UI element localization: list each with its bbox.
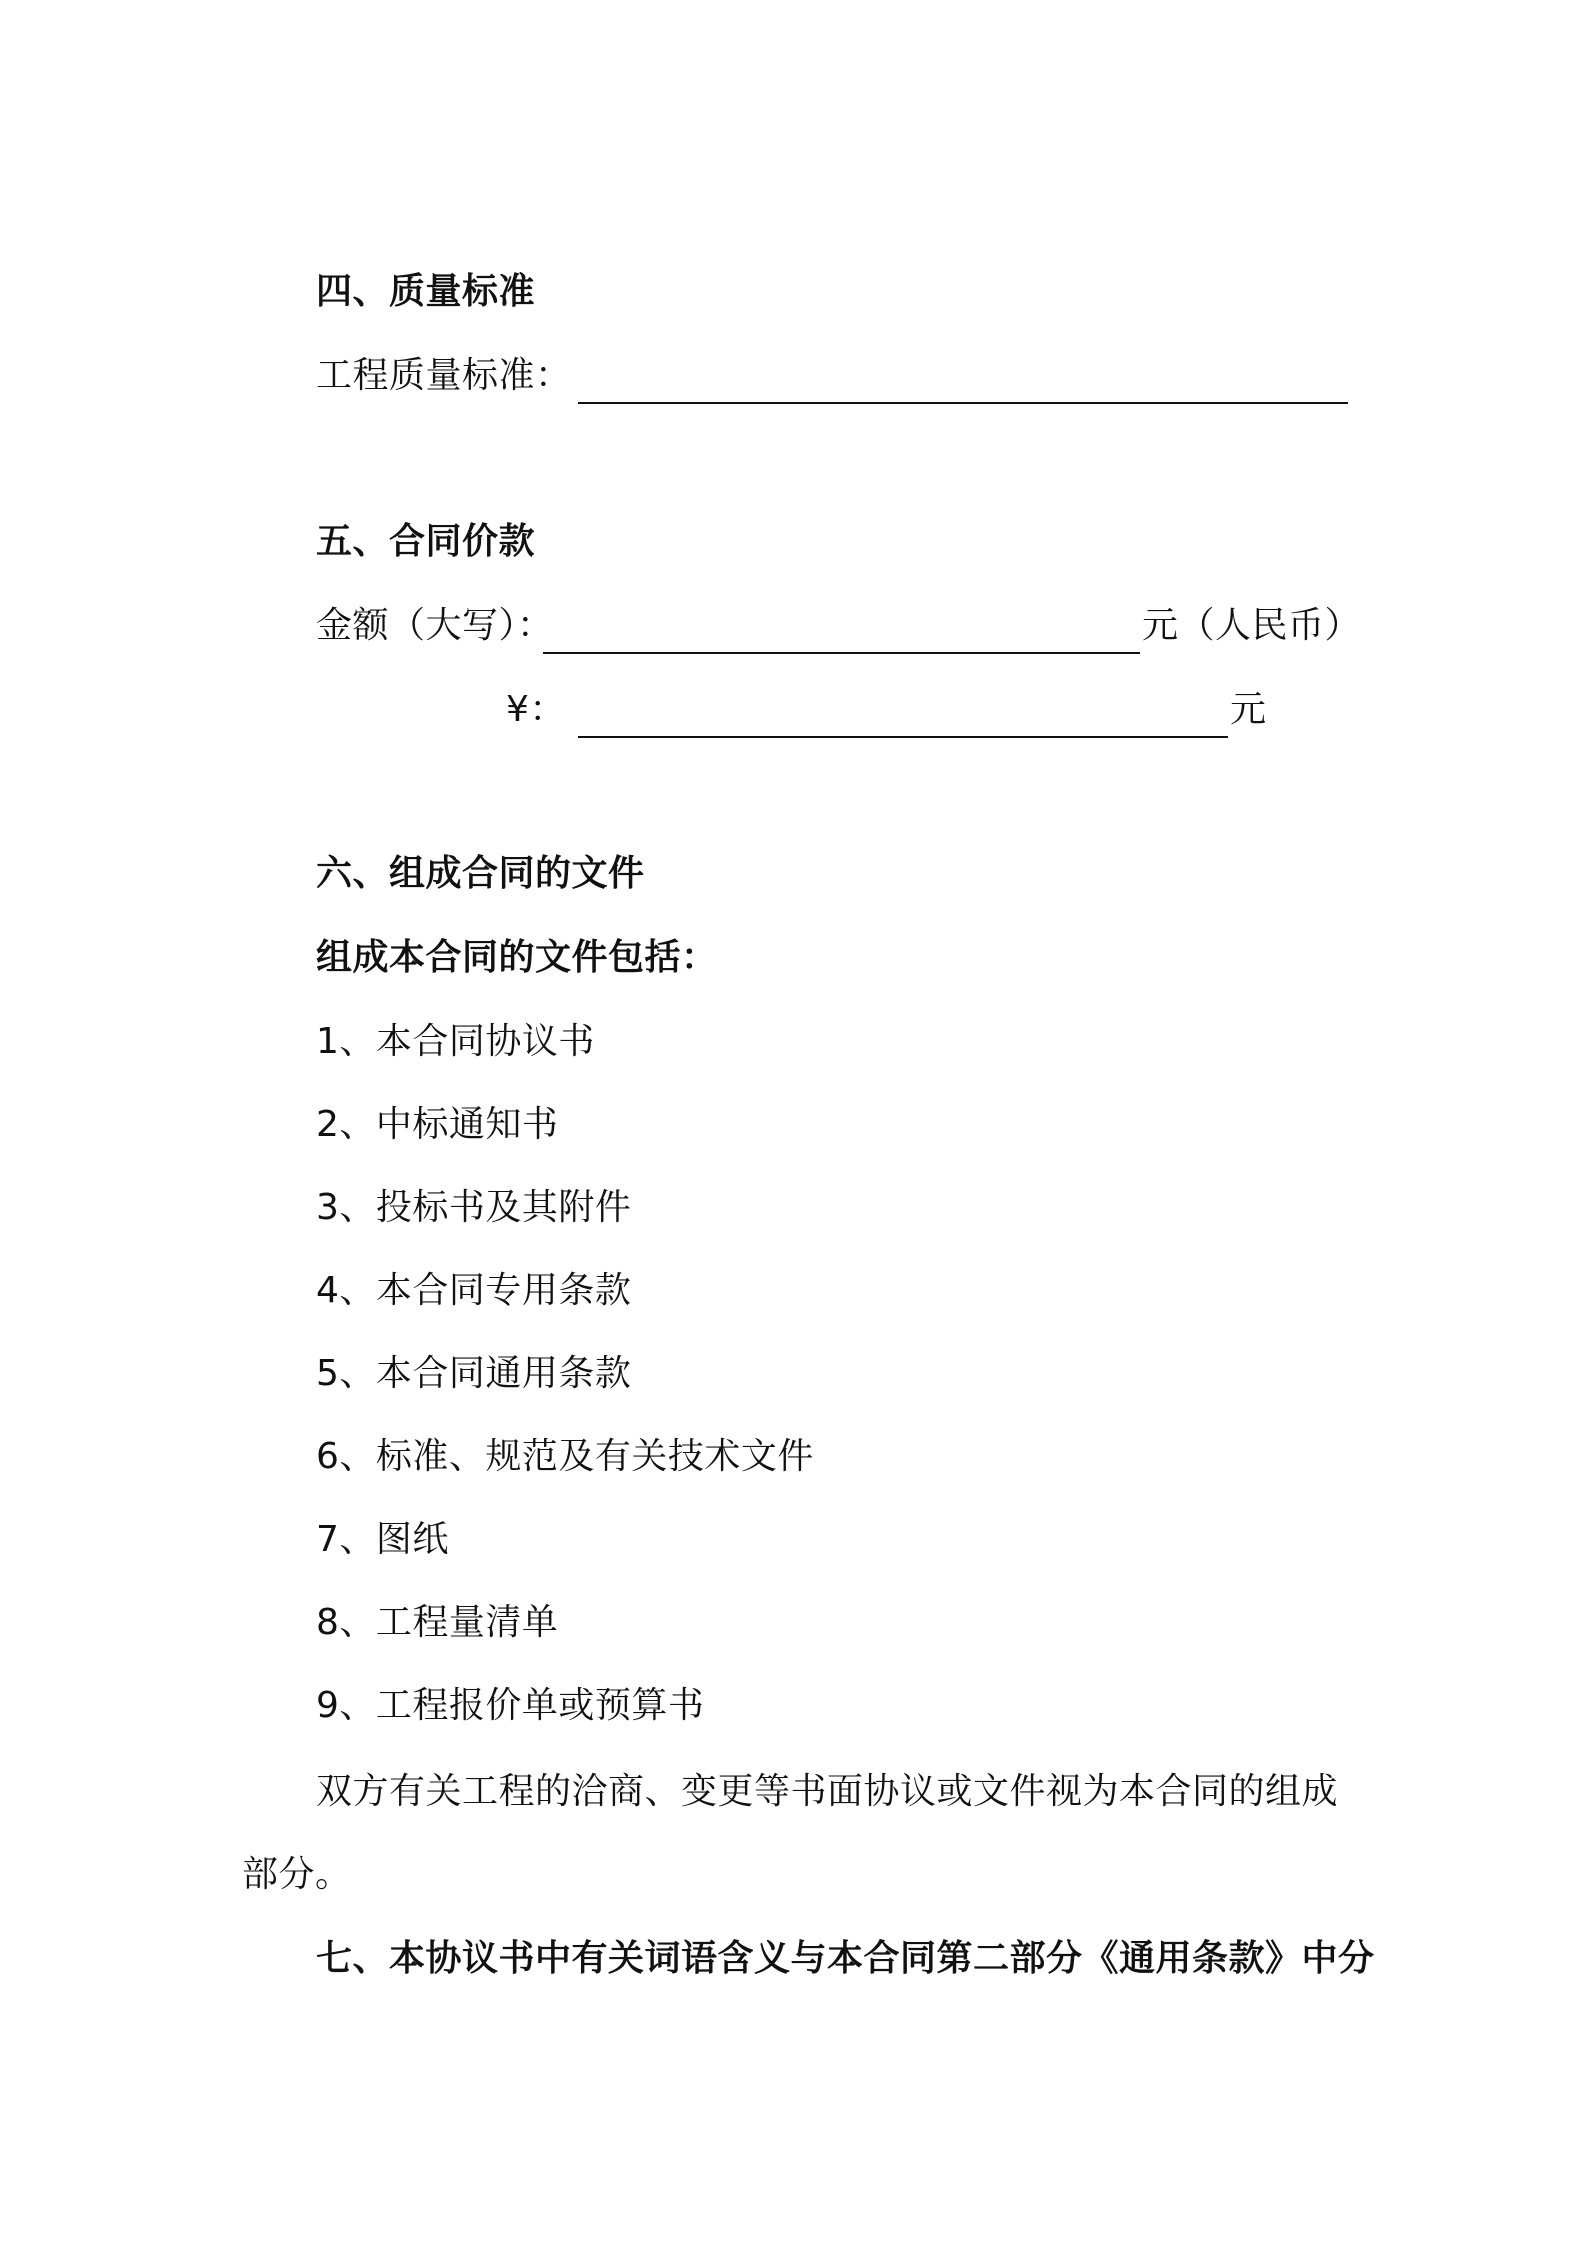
documents-note-line2: 部分。 [242, 1854, 352, 1895]
document-list-item: 9、工程报价单或预算书 [316, 1685, 705, 1726]
section-heading-terms: 七、本协议书中有关词语含义与本合同第二部分《通用条款》中分 [316, 1938, 1375, 1979]
amount-yen-label: ¥： [506, 689, 566, 730]
amount-yen-suffix: 元 [1230, 689, 1267, 730]
document-list-item: 4、本合同专用条款 [316, 1270, 632, 1311]
section-heading-price: 五、合同价款 [316, 521, 536, 562]
amount-words-label: 金额（大写）： [316, 605, 554, 646]
document-list-item: 3、投标书及其附件 [316, 1187, 632, 1228]
documents-intro: 组成本合同的文件包括： [316, 937, 718, 978]
document-list-item: 2、中标通知书 [316, 1104, 559, 1145]
document-list-item: 6、标准、规范及有关技术文件 [316, 1436, 814, 1477]
quality-standard-blank[interactable] [578, 402, 1348, 404]
section-heading-quality: 四、质量标准 [316, 271, 536, 312]
section-heading-documents: 六、组成合同的文件 [316, 853, 645, 894]
amount-words-blank[interactable] [543, 652, 1140, 654]
quality-standard-label: 工程质量标准： [316, 355, 572, 396]
document-list-item: 1、本合同协议书 [316, 1021, 595, 1062]
document-list-item: 7、图纸 [316, 1519, 449, 1560]
documents-note-line1: 双方有关工程的洽商、变更等书面协议或文件视为本合同的组成 [316, 1771, 1339, 1812]
document-list-item: 5、本合同通用条款 [316, 1353, 632, 1394]
document-list-item: 8、工程量清单 [316, 1602, 559, 1643]
amount-words-suffix: 元（人民币） [1142, 605, 1362, 646]
amount-yen-blank[interactable] [578, 736, 1228, 738]
